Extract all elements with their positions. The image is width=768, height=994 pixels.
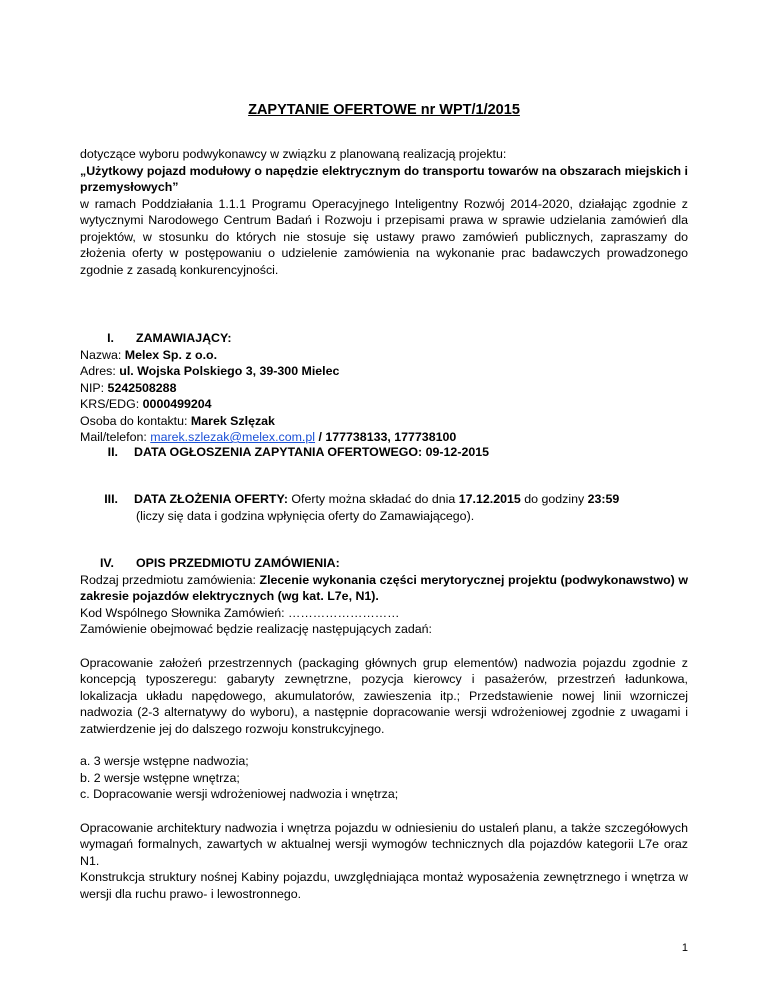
section-opis [80,555,688,902]
krs-label: KRS/EDG: [80,397,143,411]
intro-body: w ramach Poddziałania 1.1.1 Programu Operacyjnego Inteligentny Rozwój 2014-2020, działając zgodnie z wytycznymi Narodowego Centrum Badań i Rozwoju i przepisami prawa w sprawie udzielania zamówień dla projektów, w stosunku do których nie stosuje się ustawy prawo zamówień publicznych, zapraszamy do złożenia oferty w postępowaniu o udzielenie zamówienia na wykonanie prac badawczych prowadzonego zgodnie z zasadą konkurencyjności. [80,196,688,277]
intro-line: dotyczące wyboru podwykonawcy w związku z planowaną realizacją projektu: [80,147,507,161]
section-title: DATA ZŁOŻENIA OFERTY: [134,492,288,506]
order-type-value: Zlecenie wykonania części merytorycznej projektu (podwykonawstwo) w zakresie pojazdów elektrycznych (wg kat. L7e, N1). [80,572,688,603]
deadline-note: (liczy się data i godzina wpłynięcia oferty do Zamawiającego). [136,508,475,523]
nip-label: NIP: [80,380,108,395]
document-title: ZAPYTANIE OFERTOWE nr WPT/1/2015 [248,102,520,118]
name-value: Melex Sp. z o.o. [124,347,218,362]
email-link[interactable]: marek.szlezak@melex.com.pl [150,430,316,444]
section-data-zlozenia [80,491,688,524]
nip-value: 5242508288 [107,380,177,395]
krs-row [80,396,688,413]
name-row [80,347,688,364]
contact-value: Marek Szlęzak [190,413,275,428]
order-type [80,572,688,605]
contact-row [80,413,688,430]
address-row [80,363,688,380]
section-title: OPIS PRZEDMIOTU ZAMÓWIENIA: [136,556,340,570]
section-number: I. [107,331,114,345]
section-2-heading [80,444,688,461]
cpv-code: Kod Wspólnego Słownika Zamówień: ……………………… [80,605,400,620]
section-number: III. [104,492,118,506]
tasks-intro: Zamówienie obejmować będzie realizację następujących zadań: [80,622,432,636]
section-title: DATA OGŁOSZENIA ZAPYTANIA OFERTOWEGO: 09-12-2015 [134,445,490,459]
section-data-ogloszenia [80,444,688,461]
list-item: c. Dopracowanie wersji wdrożeniowej nadwozia i wnętrza; [80,787,399,801]
task-list [80,753,688,803]
address-value: ul. Wojska Polskiego 3, 39-300 Mielec [119,364,340,378]
section-3-text [134,491,619,508]
deadline-text-2: do godziny [520,492,588,506]
deadline-time: 23:59 [587,492,620,506]
deadline-text: Oferty można składać do dnia [287,492,459,506]
order-type-label: Rodzaj przedmiotu zamówienia: [80,572,260,587]
list-item: a. 3 wersje wstępne nadwozia; [80,754,249,768]
task-paragraph-2: Opracowanie architektury nadwozia i wnętrza pojazdu w odniesieniu do ustaleń planu, a także szczegółowych wymagań formalnych, zawartych w aktualnej wersji wymogów technicznych dla pojazdów kategorii L7e oraz N1. [80,820,688,868]
phone-value: / 177738133, 177738100 [315,430,457,444]
task-paragraph-1: Opracowanie założeń przestrzennych (packaging głównych grup elementów) nadwozia pojazdu zgodnie z koncepcją typoszeregu: gabaryty zewnętrzne, pozycja kierowcy i pasażerów, przestrzeń ładunkowa, lokalizacja układu napędowego, akumulatorów, zawieszenia itp.; Przedstawienie nowej linii wzorniczej nadwozia (2-3 alternatywy do wyboru), a następnie dopracowanie wersji wdrożeniowej zgodnie z uwagami i zatwierdzenie jej do dalszego rozwoju konstrukcyjnego. [80,655,688,736]
mail-label: Mail/telefon: [80,430,151,444]
section-number: IV. [99,556,114,570]
list-item: b. 2 wersje wstępne wnętrza; [80,770,240,785]
address-label: Adres: [80,364,120,378]
task-paragraph-3: Konstrukcja struktury nośnej Kabiny pojazdu, uwzględniająca montaż wyposażenia zewnętrznego i wnętrza w wersji dla ruchu prawo- i lewostronnego. [80,870,688,901]
name-label: Nazwa: [80,347,125,362]
section-number: II. [107,445,118,459]
intro-section [80,146,688,278]
page-number: 1 [681,942,688,954]
krs-value: 0000499204 [142,397,212,411]
section-4-heading [80,555,688,572]
nip-row [80,380,688,397]
section-1-heading [80,330,688,347]
section-title: ZAMAWIAJĄCY: [136,331,232,345]
section-3-heading [80,491,688,508]
project-name: „Użytkowy pojazd modułowy o napędzie elektrycznym do transportu towarów na obszarach miejskich i przemysłowych” [80,163,688,194]
deadline-date: 17.12.2015 [458,492,521,506]
section-zamawiajacy [80,330,688,446]
contact-label: Osoba do kontaktu: [80,413,191,428]
